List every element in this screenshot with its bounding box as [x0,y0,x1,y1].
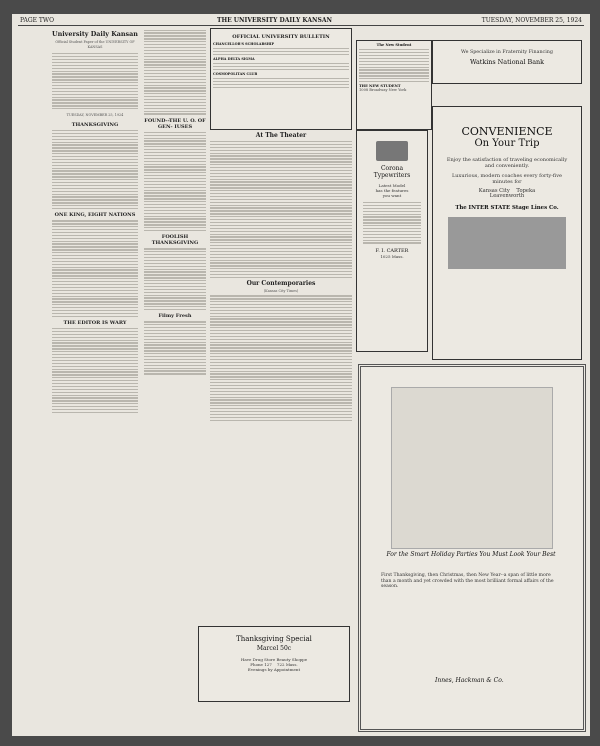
bulletin-text-2 [213,63,349,70]
city-3: Leavenworth [489,193,525,199]
editorial-heading-2: ONE KING, EIGHT NATIONS [54,212,136,219]
new-student-box [356,40,432,130]
corona-tag3: you want [382,193,402,198]
thanks-addr1: Phone 127 [250,662,272,667]
theater-title: At The Theater [255,132,307,139]
col2-body-1 [144,30,206,115]
bulletin-item-3: COSMOPOLITAN CLUB [213,71,258,76]
corona-body [363,202,421,244]
bulletin-item-1: CHANCELLOR'S SCHOLARSHIP [213,42,275,46]
convenience-ad [432,106,582,360]
theater-body [210,141,352,278]
column-3 [210,28,352,648]
stage-company: The INTER STATE Stage Lines Co. [455,205,559,211]
editorial-heading-3: THE EDITOR IS WARY [63,320,127,327]
convenience-body2: Luxurious, modern coaches every forty-five minutes for [451,173,563,185]
column-1 [52,28,138,728]
editorial-body-2 [52,220,138,317]
col2-heading-2: FOOLISH THANKSGIVING [151,234,199,247]
convenience-title: CONVENIENCE [461,125,553,138]
holiday-ad [358,364,586,732]
col2-heading-1: FOUND--THE U. O. OF GEN- IUSES [144,117,206,130]
bulletin-item-2: ALPHA DELTA SIGMA [213,56,255,61]
bulletin-text-3 [213,78,349,88]
corona-tag1: Latest Model [378,183,406,188]
corona-dealer: F. I. CARTER [375,247,409,254]
holiday-sign: Innes, Hackman & Co. [435,677,504,684]
bulletin-text-1 [213,48,349,55]
thanks-addr2: 722 Mass. [276,662,298,667]
corona-dealer-addr: 1025 Mass. [380,253,404,259]
masthead-sub: Official Student Paper of the UNIVERSITY OF KANSAS [55,40,135,49]
staff-list [52,53,138,109]
column-2 [144,28,206,728]
header-rule [18,25,584,26]
holiday-title: For the Smart Holiday Parties You Must Look Your Best [386,551,556,558]
new-student-addr: 1008 Broadway New York [359,88,407,93]
col2-body-4 [144,321,206,374]
thanks-title: Thanksgiving Special [236,635,312,643]
illustration [391,387,553,549]
newspaper-page [12,14,590,736]
thanks-offer: Marcel 50c [256,645,292,652]
corona-title: Corona [380,165,404,172]
new-student-body [359,49,429,82]
watkins-line1: We Specialize in Fraternity Financing [461,50,553,55]
corona-ad [356,130,428,352]
convenience-title2: On Your Trip [474,138,540,149]
corona-tag2: has the features [375,188,409,193]
watkins-ad [432,40,582,84]
thanksgiving-ad [198,626,350,702]
watkins-line2: Watkins National Bank [469,58,545,66]
contemporaries-body [210,295,352,421]
new-student-title: The New Student [376,43,412,47]
city-2: Topeka [516,188,536,194]
editorial-heading-1: THANKSGIVING [71,122,119,128]
city-1: Kansas City [478,188,510,194]
holiday-body: First Thanksgiving, then Christmas, then New Year--a span of little more than a month and yet crowded with the most brilliant formal affairs of the season. [381,573,554,590]
issue-date: TUESDAY, NOVEMBER 25, 1924 [481,17,582,24]
typewriter-icon [376,141,408,161]
convenience-body: Enjoy the satisfaction of traveling economically and conveniently. [446,157,568,169]
corona-sub: Typewriters [373,172,411,179]
col2-body-2 [144,132,206,232]
col2-body-3 [144,248,206,310]
contemporaries-sub: (Kansas City Times) [263,289,299,294]
col2-heading-3: Filmy Fresh [158,313,192,320]
masthead-date: TUESDAY, NOVEMBER 25, 1924 [66,113,124,118]
official-bulletin [210,28,352,130]
page-number: PAGE TWO [20,17,54,24]
new-student-title2: THE NEW STUDENT [359,83,401,88]
contemporaries-title: Our Contemporaries [246,280,316,288]
paper-title: THE UNIVERSITY DAILY KANSAN [217,17,332,24]
thanks-note: Evenings by Appointment [247,667,301,672]
editorial-body-3 [52,328,138,413]
thanks-shop: Have Drug Store Beauty Shoppe [240,657,308,662]
masthead-title: University Daily Kansan [52,30,138,38]
editorial-body-1 [52,130,138,209]
bulletin-title: OFFICIAL UNIVERSITY BULLETIN [232,34,330,40]
bus-image [448,217,566,269]
